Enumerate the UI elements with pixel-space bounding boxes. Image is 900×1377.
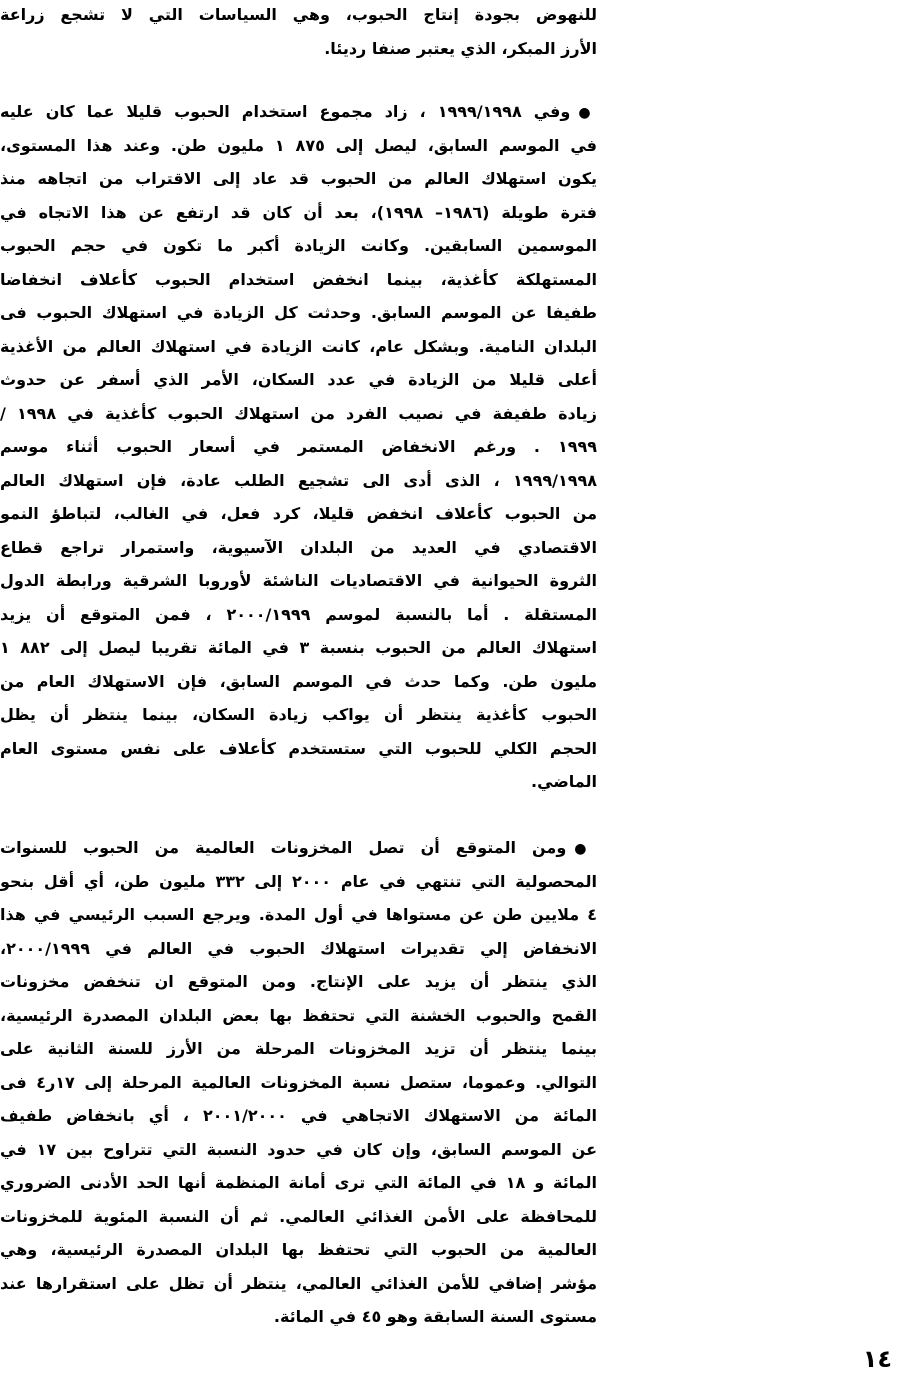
text-line xyxy=(0,32,597,66)
text-line xyxy=(0,665,597,699)
text-line xyxy=(0,95,597,129)
line-text: مليون طن. وكما حدث في الموسم السابق، فإن الاستهلاك العام من xyxy=(0,671,597,691)
text-line xyxy=(0,1166,597,1200)
line-text: ٤ ملايين طن عن مستواها في أول المدة. ويرجع السبب الرئيسي في هذا xyxy=(0,905,597,924)
line-text: بينما ينتظر أن تزيد المخزونات المرحلة من الأرز للسنة الثانية على xyxy=(0,1039,597,1058)
text-line xyxy=(0,898,597,932)
text-line xyxy=(0,196,597,230)
line-text: الحجم الكلي للحبوب التي ستستخدم كأعلاف على نفس مستوى العام xyxy=(0,738,597,758)
bullet-icon: ● xyxy=(578,105,598,121)
text-line xyxy=(0,732,597,766)
text-line xyxy=(0,1233,597,1267)
text-line xyxy=(0,162,597,196)
text-line xyxy=(0,1032,597,1066)
text-line xyxy=(0,1133,597,1167)
text-line xyxy=(0,296,597,330)
text-line xyxy=(0,1066,597,1100)
line-text: ١٩٩٩/١٩٩٨ ، الذى أدى الى تشجيع الطلب عادة، فإن استهلاك العالم xyxy=(0,470,597,490)
text-line xyxy=(0,865,597,899)
line-text: يكون استهلاك العالم من الحبوب قد عاد إلى الاقتراب من اتجاهه منذ xyxy=(0,169,597,188)
line-text: طفيفا عن الموسم السابق. وحدثت كل الزيادة في استهلاك الحبوب فى xyxy=(0,303,597,322)
text-line xyxy=(0,464,597,498)
line-text: التوالي. وعموما، ستصل نسبة المخزونات العالمية المرحلة إلى ١٧ر٤ فى xyxy=(0,1072,597,1092)
line-text: المائة من الاستهلاك الاتجاهي في ٢٠٠١/٢٠٠٠ ، أي بانخفاض طفيف xyxy=(0,1106,597,1125)
text-line xyxy=(0,1099,597,1133)
page-number: ١٤ xyxy=(862,1345,892,1373)
line-text: المائة و ١٨ في المائة التي ترى أمانة المنظمة أنها الحد الأدنى الضروري xyxy=(0,1173,597,1192)
line-text: البلدان النامية. وبشكل عام، كانت الزيادة في استهلاك العالم من الأغذية xyxy=(0,336,597,356)
text-line xyxy=(0,765,597,799)
line-text: العالمية من الحبوب التي تحتفظ بها البلدان المصدرة الرئيسية، وهي xyxy=(0,1240,597,1259)
text-line xyxy=(0,497,597,531)
line-text: مؤشر إضافي للأمن الغذائي العالمي، ينتظر أن تظل على استقرارها عند xyxy=(0,1273,597,1293)
text-line xyxy=(0,1200,597,1234)
line-text: في الموسم السابق، ليصل إلى ٨٧٥ ١ مليون طن. وعند هذا المستوى، xyxy=(0,135,598,155)
line-text: الموسمين السابقين. وكانت الزيادة أكبر ما تكون في حجم الحبوب xyxy=(0,236,597,255)
bullet-icon: ● xyxy=(574,841,598,857)
text-line xyxy=(0,965,597,999)
line-text: ومن المتوقع أن تصل المخزونات العالمية من الحبوب للسنوات xyxy=(0,838,567,857)
line-text: فترة طويلة (١٩٨٦– ١٩٩٨)، بعد أن كان قد ارتفع عن هذا الاتجاه في xyxy=(0,202,598,222)
paragraph-grain-stocks xyxy=(0,831,597,1334)
line-text: وفي ١٩٩٩/١٩٩٨ ، زاد مجموع استخدام الحبوب قليلا عما كان عليه xyxy=(0,102,571,121)
line-text: زيادة طفيفة في نصيب الفرد من استهلاك الحبوب كأغذية في ١٩٩٨ / xyxy=(0,403,597,423)
line-text: الحبوب كأغذية ينتظر أن يواكب زيادة السكان، بينما ينتظر أن يظل xyxy=(0,705,597,724)
text-line xyxy=(0,564,597,598)
line-text: ١٩٩٩ . ورغم الانخفاض المستمر في أسعار الحبوب أثناء موسم xyxy=(0,437,597,456)
line-text: المستهلكة كأغذية، بينما انخفض استخدام الحبوب كأعلاف انخفاضا xyxy=(0,269,597,289)
text-line xyxy=(0,698,597,732)
line-text: للمحافظة على الأمن الغذائي العالمي. ثم أن النسبة المئوية للمخزونات xyxy=(0,1206,597,1226)
line-text: المحصولية التي تنتهي في عام ٢٠٠٠ إلى ٣٣٢ مليون طن، أي أقل بنحو xyxy=(0,871,598,891)
text-line xyxy=(0,129,597,163)
text-line xyxy=(0,1267,597,1301)
line-text: الثروة الحيوانية في الاقتصاديات الناشئة لأوروبا الشرقية ورابطة الدول xyxy=(0,571,597,590)
text-line xyxy=(0,0,597,32)
text-line xyxy=(0,430,597,464)
text-line xyxy=(0,397,597,431)
line-text: أعلى قليلا من الزيادة في عدد السكان، الأمر الذي أسفر عن حدوث xyxy=(0,370,597,389)
paragraph-continuation xyxy=(0,0,597,65)
line-text: مستوى السنة السابقة وهو ٤٥ في المائة. xyxy=(273,1307,597,1326)
line-text: عن الموسم السابق، وإن كان في حدود النسبة التي تتراوح بين ١٧ في xyxy=(0,1139,597,1159)
text-line xyxy=(0,363,597,397)
line-text: للنهوض بجودة إنتاج الحبوب، وهي السياسات التي لا تشجع زراعة xyxy=(0,5,597,24)
text-line xyxy=(0,831,597,865)
line-text: الماضي. xyxy=(531,772,597,791)
line-text: الأرز المبكر، الذي يعتبر صنفا رديئا. xyxy=(324,38,597,58)
line-text: استهلاك العالم من الحبوب بنسبة ٣ في المائة تقريبا ليصل إلى ٨٨٢ ١ xyxy=(0,638,597,657)
paragraph-grain-utilization xyxy=(0,95,597,799)
text-line xyxy=(0,598,597,632)
line-text: الانخفاض إلي تقديرات استهلاك الحبوب في العالم في ٢٠٠٠/١٩٩٩، xyxy=(0,938,597,958)
text-line xyxy=(0,263,597,297)
text-line xyxy=(0,229,597,263)
text-line xyxy=(0,531,597,565)
line-text: من الحبوب كأعلاف انخفض قليلا، كرد فعل، في الغالب، لتباطؤ النمو xyxy=(0,504,597,523)
line-text: الاقتصادي في العديد من البلدان الآسيوية، واستمرار تراجع قطاع xyxy=(0,537,597,557)
text-line xyxy=(0,1300,597,1334)
line-text: المستقلة . أما بالنسبة لموسم ٢٠٠٠/١٩٩٩ ، فمن المتوقع أن يزيد xyxy=(0,604,597,624)
line-text: القمح والحبوب الخشنة التي تحتفظ بها بعض البلدان المصدرة الرئيسية، xyxy=(0,1005,597,1025)
text-line xyxy=(0,932,597,966)
text-line xyxy=(0,330,597,364)
text-line xyxy=(0,631,597,665)
line-text: الذي ينتظر أن يزيد على الإنتاج. ومن المتوقع ان تنخفض مخزونات xyxy=(0,972,597,991)
text-line xyxy=(0,999,597,1033)
